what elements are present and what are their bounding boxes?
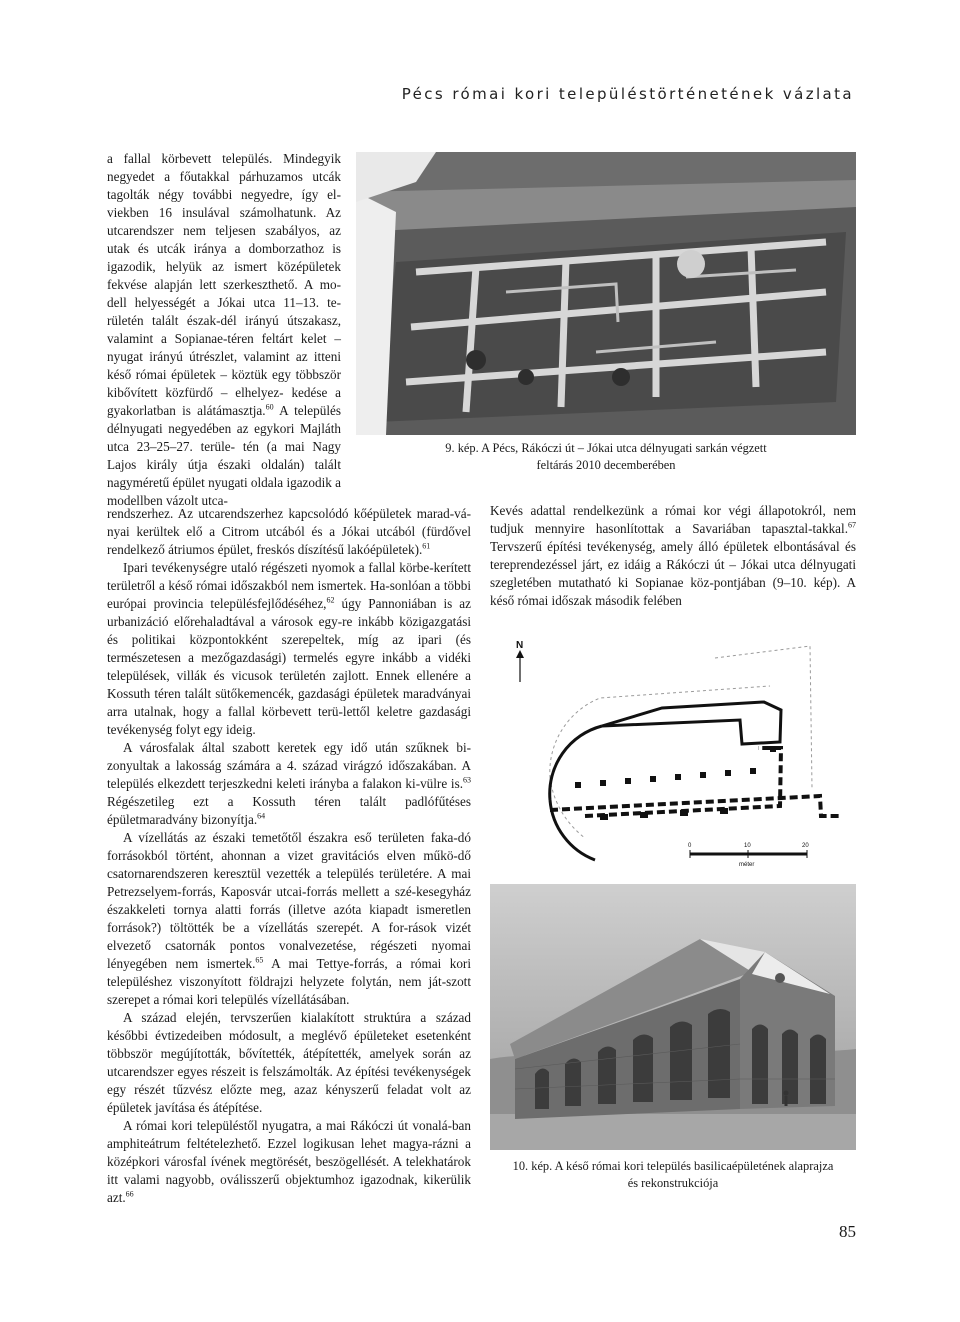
paragraph	[107, 505, 471, 559]
figure-9-caption	[356, 440, 856, 474]
running-header: Pécs római kori településtörténetének vázlata	[401, 85, 854, 103]
basilica-walls	[550, 702, 781, 860]
footnote-ref: 61	[422, 541, 431, 551]
text-line: utak és utcák iránya a domborzathoz is	[107, 241, 341, 256]
text-line: többször kibővített közfürdő – elhelyez-	[107, 367, 341, 400]
paragraph	[107, 739, 471, 829]
excavation-photo-graphic	[356, 152, 856, 435]
scale-label: 10	[744, 843, 751, 849]
paragraph	[107, 1009, 471, 1117]
footnote-ref: 63	[463, 775, 471, 785]
scale-unit: méter	[739, 862, 755, 868]
footnote-ref: 65	[255, 955, 264, 965]
pier-row	[575, 746, 776, 788]
north-label: N	[516, 640, 524, 651]
paragraph-text: Tervszerű építési tevékenység, amely álló épületek elbontásával és tereprendezéssel járt, ez idáig a Rákóczi út – Jókai utca délnyugati szegletében mutatható ki Sopianae köz-pontjában (9–10. kép). A késő római időszak második felében	[490, 539, 856, 608]
paragraph-text: rendszerhez. Az utcarendszerhez kapcsolódó kőépületek marad-ványai kerültek elő a Citrom utcából és a Jókai utcából (fürdővel rendelkező átriumos épület, freskós díszítésű lakóépületek).	[107, 506, 471, 557]
text-line: fekvése alapján lett szerkeszthető. A mo-	[107, 277, 341, 292]
text-line: oldala igazodik a modellben vázolt utca-	[107, 475, 341, 508]
excavation-aerial-photo	[356, 152, 856, 435]
paragraph-text: A vízellátás az északi temetőtől északra eső területen faka-dó forrásokból történt, ahonnan a vizet gravitációs elven műkö-dő csatornarendszeren keresztül vezették a település területére. A mai Petrezselyem-forrás, Kaposvár utcai-forrás mellett a szé-kesegyház északkeleti tornya alatti forrás (illetve azóta kiapadt ismeretlen források?) töltötték be a vízellátás szerepét. A for-rások vizét elvezető csatornák pontos vonalvezetése, régészeti nyomai lényegében nem ismertek.	[107, 830, 471, 971]
right-paragraph	[490, 502, 856, 610]
paragraph	[107, 559, 471, 739]
text-line: negyedet a főutakkal párhuzamos utcák	[107, 169, 341, 184]
outer-wall	[550, 748, 840, 816]
text-line: kedése a gyakorlatban is alátámasztja.	[107, 385, 342, 418]
paragraph	[107, 829, 471, 1009]
north-arrowhead-icon	[516, 650, 524, 658]
ground-plan-graphic	[490, 628, 856, 872]
text-line: – nyugat irányú útrészlet, valamint az	[107, 331, 341, 364]
paragraph-text: Kevés adattal rendelkezünk a római kor végi állapotokról, nem tudjuk mennyire hasonlítottak a Savariában tapasztal-takkal.	[490, 503, 856, 536]
text-line: utcarendszer nem teljesen szabályos, az	[107, 223, 341, 238]
footnote-ref: 60	[265, 402, 274, 412]
text-line: viekben 16 insulával számolhatunk. Az	[107, 205, 341, 220]
paragraph-text: A városfalak által szabott keretek egy idő után szűknek bi-zonyultak a lakosság számára a 4. század virágzó időszakában. A település elkezdett terjeszkedni keleti irányba a falakon ki-vülre is.	[107, 740, 471, 791]
footnote-ref: 64	[257, 811, 266, 821]
caption-line: 9. kép. A Pécs, Rákóczi út – Jókai utca délnyugati sarkán végzett	[445, 441, 767, 455]
paragraph-text: A római kori településtől nyugatra, a mai Rákóczi út vonalá-ban amphiteátrum feltételezhető. Ezzel logikusan lehet magya-rázni a középkori városfal ívének megtörését, beszögellését. A telekhatárok itt valami nagyobb, oválisszerű objektumhoz igazodnak, kikerülik azt.	[107, 1118, 471, 1205]
caption-line: és rekonstrukciója	[627, 1176, 719, 1190]
caption-line: 10. kép. A késő római kori település basilicaépületének alaprajza	[512, 1159, 834, 1173]
text-line: tagolták négy további negyedre, így el-	[107, 187, 341, 202]
left-column-body	[107, 505, 471, 1207]
text-line: egykori Majláth utca 23–25–27. terüle-	[107, 421, 341, 454]
text-line: valamint a Sopianae-téren feltárt kelet	[107, 331, 327, 346]
text-line: oldalán) talált nagyméretű épület nyugati	[107, 457, 341, 490]
text-line: igazodik, helyük az ismert középületek	[107, 259, 341, 274]
paragraph-text: Régészetileg ezt a Kossuth téren talált padlófűtéses épületmaradvány bizonyítja.	[107, 794, 471, 827]
reconstruction-graphic	[490, 884, 856, 1150]
basilica-reconstruction-render	[490, 884, 856, 1150]
figure-10-caption	[490, 1158, 856, 1192]
scale-label: 20	[802, 843, 809, 849]
paragraph-text: úgy Pannoniában is az urbanizáció előrehaladtával a városok egy-re inkább közigazgatási és politikai központokként szerepeltek, míg az ipari (és természetesen a mezőgazdasági) termelés egyre inkább a vidéki települések, villák és vicusok területén zajlott. Ennek ellenére a Kossuth téren talált sütőkemencék, gazdasági épületek maradványai arra utalnak, hogy a fallal körbevett terü-lettől keletre gazdasági tevékenység folyt egy ideig.	[107, 596, 471, 737]
text-line: tén (a mai Nagy Lajos király útja északi	[107, 439, 341, 472]
text-line: dell helyességét a Jókai utca 11–13. te-	[107, 295, 341, 310]
left-paragraph-narrow	[107, 150, 341, 510]
footnote-ref: 62	[326, 595, 335, 605]
scale-bar	[688, 843, 809, 868]
footnote-ref: 67	[848, 520, 856, 530]
footnote-ref: 66	[125, 1189, 134, 1199]
page-number: 85	[839, 1222, 856, 1241]
text-line: itteni késő római épületek – köztük egy	[107, 349, 341, 382]
text-line: a fallal körbevett település. Mindegyik	[107, 151, 341, 166]
text-line: A település délnyugati negyedében az	[107, 403, 341, 436]
paragraph-text: A század elején, tervszerűen kialakított struktúra a század későbbi évtizedeiben módosult, a meglévő épületeket esetenként többször megújították, bővítették, átépítették, amelyek során az utcarendszer egyes részeit is felszámolták. Az építési tevékenységek egy részét tűzvész előzte meg, azaz kényszerű feladat volt az épületek javítása és átépítése.	[107, 1010, 471, 1115]
basilica-ground-plan	[490, 628, 856, 872]
paragraph	[107, 1117, 471, 1207]
scale-label: 0	[688, 843, 692, 849]
paragraph-text: A mai Tettye-forrás, a római kori településhez viszonyított földrajzi helyzete folytán, nem ját-szott szerepet a római kori település vízellátásában.	[107, 956, 471, 1007]
text-line: rületén talált észak-dél irányú útszakasz,	[107, 313, 341, 328]
paragraph-text: Ipari tevékenységre utaló régészeti nyomok a fallal körbe-kerített területről a késő római időszakból nem ismertek. Ha-sonlóan a többi európai provincia településfejlődéséhez,	[107, 560, 471, 611]
caption-line: feltárás 2010 decemberében	[536, 458, 676, 472]
